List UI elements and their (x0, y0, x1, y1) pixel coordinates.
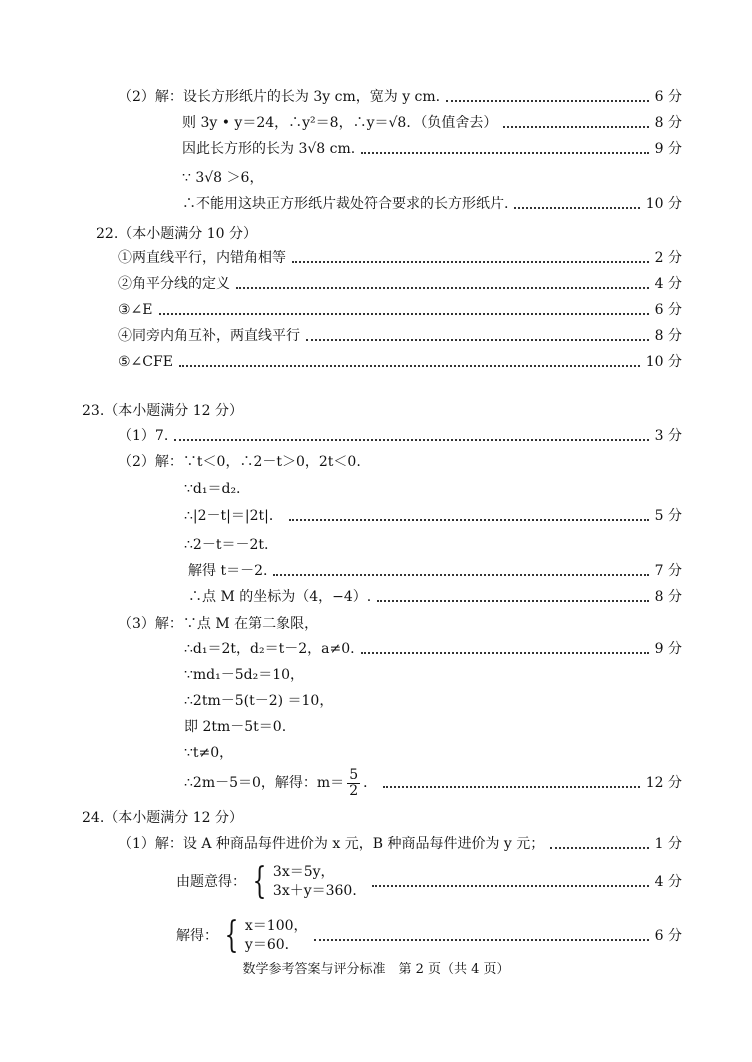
score: 4 分 (654, 874, 682, 890)
question-title: 23.（本小题满分 12 分） (82, 403, 243, 419)
answer-line: ∵ 3√8 ＞6， (182, 170, 264, 186)
leader-dots (503, 126, 648, 128)
leader-dots (314, 939, 649, 941)
score: 8 分 (654, 589, 682, 605)
leader-dots (377, 600, 648, 602)
page-footer: 数学参考答案与评分标准 第 2 页（共 4 页） (242, 962, 510, 977)
fraction: $\frac{5}{2}$ (349, 766, 359, 799)
leader-dots (361, 652, 649, 654)
answer-line: ∴点 M 的坐标为（4，−4）. 8 分 (188, 585, 682, 609)
score: 12 分 (645, 775, 682, 791)
equation-system-line: 由题意得： { 3x＝5y， 3x＋y＝360． 4 分 (176, 861, 682, 902)
equation-system: x＝100， y＝60． (244, 918, 308, 953)
leader-dots (236, 287, 649, 289)
question-title: 22.（本小题满分 10 分） (96, 226, 257, 242)
answer-line: ∴2－t＝－2t. (184, 537, 269, 553)
answer-line: ∴|2－t|＝|2t|． 5 分 (184, 504, 682, 528)
score: 5 分 (654, 508, 682, 524)
leader-dots (179, 365, 640, 367)
answer-line: （1）解：设 A 种商品每件进价为 x 元，B 种商品每件进价为 y 元； 1 分 (118, 832, 682, 856)
brace-icon: { (252, 861, 267, 902)
score: 9 分 (654, 141, 682, 157)
leader-dots (446, 100, 649, 102)
leader-dots (273, 574, 648, 576)
answer-line: ∵d₁＝d₂. (184, 481, 241, 497)
score: 10 分 (645, 354, 682, 370)
brace-icon: { (224, 915, 239, 956)
list-item: ⑤∠CFE 10 分 (118, 350, 682, 374)
answer-line: 即 2tm－5t＝0. (184, 719, 287, 735)
score: 6 分 (654, 302, 682, 318)
list-item: ①两直线平行，内错角相等 2 分 (118, 246, 682, 270)
answer-line: ∴2m－5＝0，解得：m＝ $\frac{5}{2}$ ． 12 分 (184, 763, 682, 803)
answer-line: （1）7. 3 分 (118, 424, 682, 448)
leader-dots (159, 313, 649, 315)
score: 3 分 (654, 428, 682, 444)
answer-line: （2）解：设长方形纸片的长为 3y cm，宽为 y cm. 6 分 (118, 85, 682, 109)
answer-line: ∴不能用这块正方形纸片裁处符合要求的长方形纸片. 10 分 (182, 192, 682, 216)
answer-line: （2）解：∵t＜0，∴2－t＞0，2t＜0. (118, 454, 361, 470)
score: 7 分 (654, 563, 682, 579)
list-item: ②角平分线的定义 4 分 (118, 272, 682, 296)
score: 8 分 (654, 328, 682, 344)
question-title: 24.（本小题满分 12 分） (82, 810, 243, 826)
leader-dots (306, 339, 649, 341)
answer-line: 则 3y • y＝24，∴y²＝8，∴y＝√8．（负值舍去） 8 分 (182, 111, 682, 135)
equation-system-line: 解得： { x＝100， y＝60． 6 分 (176, 915, 682, 956)
answer-line: ∴d₁＝2t，d₂＝t－2，a≠0. 9 分 (184, 637, 682, 661)
leader-dots (361, 152, 648, 154)
score: 9 分 (654, 641, 682, 657)
answer-line: ∵t≠0， (184, 745, 234, 761)
score: 2 分 (654, 250, 682, 266)
leader-dots (292, 261, 649, 263)
score: 10 分 (645, 196, 682, 212)
leader-dots (174, 439, 648, 441)
answer-line: 因此长方形的长为 3√8 cm. 9 分 (182, 137, 682, 161)
list-item: ③∠E 6 分 (118, 298, 682, 322)
list-item: ④同旁内角互补，两直线平行 8 分 (118, 324, 682, 348)
score: 4 分 (654, 276, 682, 292)
leader-dots (383, 786, 640, 788)
leader-dots (514, 207, 639, 209)
answer-line: ∵md₁－5d₂＝10， (184, 667, 305, 683)
score: 1 分 (654, 836, 682, 852)
score: 6 分 (654, 928, 682, 944)
leader-dots (550, 847, 648, 849)
score: 6 分 (654, 89, 682, 105)
answer-line: （3）解：∵点 M 在第二象限， (118, 616, 319, 632)
equation-system: 3x＝5y， 3x＋y＝360． (272, 864, 367, 899)
leader-dots (289, 519, 649, 521)
answer-line: 解得 t＝－2. 7 分 (188, 559, 682, 583)
score: 8 分 (654, 115, 682, 131)
leader-dots (372, 885, 648, 887)
answer-line: ∴2tm－5(t－2) ＝10， (184, 693, 334, 709)
